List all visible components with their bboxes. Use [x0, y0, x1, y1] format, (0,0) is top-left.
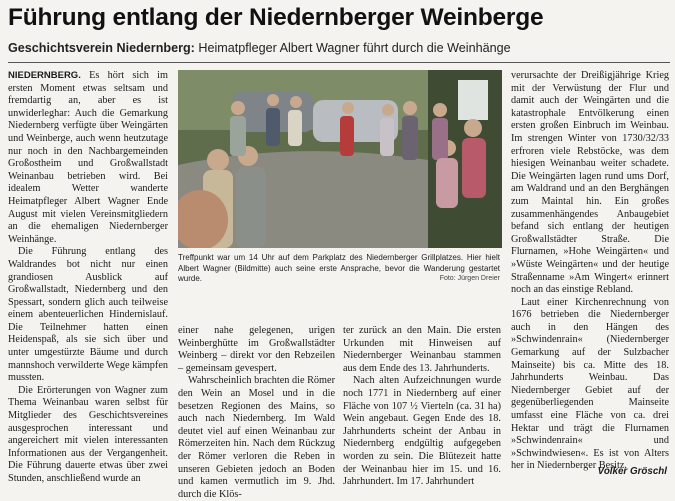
article-subline [8, 41, 670, 55]
text-column-1 [8, 70, 168, 486]
group-photo-illustration [178, 70, 502, 248]
paragraph: ter zurück an den Main. Die ersten Urkunden mit Hinweisen auf Niedernberger Weinanbau stammen aus dem Ende des 13. Jahrhunderts. [343, 325, 501, 374]
paragraph [8, 70, 168, 246]
paragraph: Nach alten Aufzeichnungen wurde noch 1771 in Niedernberg auf einer Fläche von 107 ½ Vierteln (ca. 31 ha) Wein angebaut. Gegen Ende des 18. Jahrhunderts scheint der Anbau in Niedernberg endgültig aufgegeben worden zu sein. Die Blütezeit hatte der Weinanbau hier im 15. und 16. Jahrhundert. Im 17. Jahrhundert [343, 375, 501, 488]
text-column-2 [178, 325, 335, 501]
paragraph: Die Erörterungen von Wagner zum Thema Weinanbau waren selbst für Mitglieder des Geschichtsvereines ausgesprochen interessant und angereichert mit vielen interessanten Informationen aus der Vergangenheit. Die Führung dauerte etwas über zwei Stunden, anschließend wurde an [8, 384, 168, 484]
paragraph: Die Führung entlang des Waldrandes bot nicht nur einen grandiosen Ausblick auf Großwallstadt, Niedernberg und den Spessart, sondern glich auch teilweise einem abenteuerlichen Hindernislauf. Die Teilnehmer hatten einen Heidenspaß, als sie sich über und unter umgestürzte Bäume und durch mannshoch verwilderte Wege kämpfen mussten. [8, 246, 168, 384]
headline-divider [8, 62, 670, 63]
caption-text: Treffpunkt war um 14 Uhr auf dem Parkplatz des Niedernberger Grillplatzes. Hier hielt Albert Wagner (Bildmitte) auch seine erste Ansprache, bevor die Wanderung gestartet wurde. [178, 253, 500, 283]
photo-caption [178, 253, 500, 285]
author-byline: Volker Gröschl [597, 466, 667, 477]
paragraph: Laut einer Kirchenrechnung von 1676 betrieben die Niedernberger auch in den Hängen des »Schwindenrain« (Niedernberger Gemarkung auf der Sulzbacher Mainseite) bis ca. Mitte des 18. Jahrhunderts Weinbau. Das Niedernberger Gebiet auf der gegenüberliegenden Mainseite umfasst eine Fläche von ca. drei Hektar und trägt die Flurnamen »Schwindenrain« und »Schwindwiesen«. Es ist von Alters her in Niedernberger Besitz. [511, 296, 669, 472]
subline-source: Geschichtsverein Niedernberg: [8, 41, 195, 55]
paragraph-text: Es hört sich im ersten Moment etwas seltsam und fremdartig an, aber es ist unwiderleghar: Auch die Gemarkung Niedernberg verfügte über Weingärten und Weinberge, auch wenn heutzutage nur noch in den Nachbargemeinden Großostheim und Großwallstadt Weinanbau betrieben wird. Bei idealem Wetter wanderte Heimatpfleger Albert Wagner Ende August mit vielen Vereinsmitgliedern an die ehemaligen Niedernberger Weinhänge. [8, 70, 168, 245]
paragraph: Wahrscheinlich brachten die Römer den Wein an Mosel und in die besetzen Regionen des Mains, so auch nach Niedernberg. Im Wald deutet viel auf einen Weinanbau zur Römerzeiten hin. Nach dem Rückzug der Römer verloren die Reben in unseren Gebieten jedoch an Boden und kamen vermutlich im 9. Jhd. durch die Klös- [178, 375, 335, 500]
dateline: NIEDERNBERG. [8, 70, 81, 81]
photo-credit: Foto: Jürgen Dreier [439, 275, 500, 282]
paragraph: einer nahe gelegenen, urigen Weinberghütte im Großwallstädter Weinberg – direkt vor den Rebzeilen – gemeinsam gevespert. [178, 325, 335, 374]
subline-text: Heimatpfleger Albert Wagner führt durch die Weinhänge [198, 41, 511, 55]
article-photo [178, 70, 502, 248]
article-headline: Führung entlang der Niedernberger Weinberge [8, 4, 544, 31]
text-column-4 [511, 70, 669, 473]
paragraph: verursachte der Dreißigjährige Krieg mit der Verwüstung der Flur und damit auch der Weingärten und die katastrophale Entvölkerung einen ersten großen Einbruch im Weinbau. Im strengen Winter von 1730/32/33 erfroren viele Rebstöcke, was dem hiesigen Weinanbau weiter schadete. Die Weingärten lagen rund ums Dorf, am Waldrand und an den Berghängen zum Maintal hin. Ein großes zusammenhängendes Anbaugebiet befand sich entlang der heutigen Großwallstädter Straße. Die Flurnamen, »Hohe Weingärten« und »Wüste Weingärten« und der heutige Straßenname »Am Wingert« erinnert noch an das einstige Rebland. [511, 70, 669, 296]
text-column-3 [343, 325, 501, 489]
